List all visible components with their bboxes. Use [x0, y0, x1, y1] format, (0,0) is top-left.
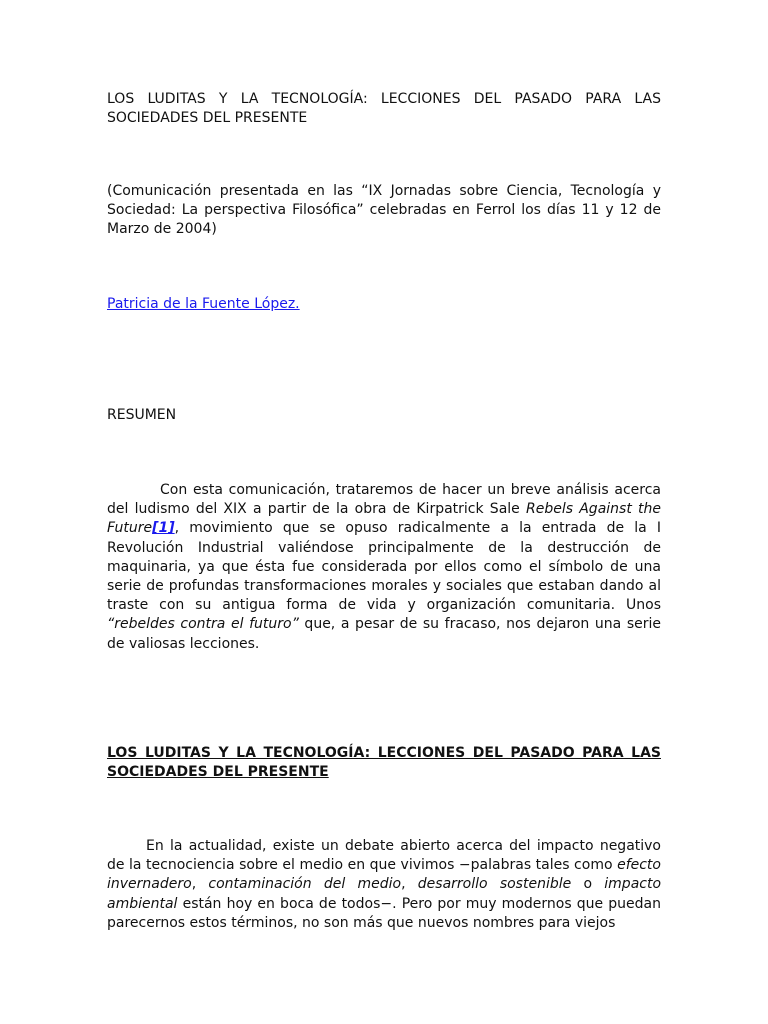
body-paragraph: En la actualidad, existe un debate abierto acerca del impacto negativo de la tecnociencia sobre el medio en que vivimos −palabras tales como efecto invernadero, contaminación del medio, desarrollo sostenible o impacto ambiental están hoy en boca de todos−. Pero por muy modernos que puedan parecernos estos términos, no son más que nuevos nombres para viejos [107, 838, 662, 931]
resumen-text-3: que, a pesar de su fracaso, nos dejaron una serie de valiosas lecciones. [107, 616, 661, 652]
resumen-text-1: Con esta comunicación, trataremos de hacer un breve análisis acerca del ludismo del XIX a partir de la obra de Kirpatrick Sale [107, 482, 661, 518]
resumen-heading: RESUMEN [107, 407, 177, 423]
author-paragraph [107, 295, 661, 314]
footnote-link[interactable]: [1] [152, 520, 175, 537]
document-title: LOS LUDITAS Y LA TECNOLOGÍA: LECCIONES DEL PASADO PARA LAS SOCIEDADES DEL PRESENTE [107, 91, 661, 127]
author-link[interactable]: Patricia de la Fuente López. [107, 296, 300, 312]
section-heading: LOS LUDITAS Y LA TECNOLOGÍA: LECCIONES DEL PASADO PARA LAS SOCIEDADES DEL PRESENTE [107, 745, 661, 781]
presentation-note: (Comunicación presentada en las “IX Jornadas sobre Ciencia, Tecnología y Sociedad: La perspectiva Filosófica” celebradas en Ferrol los días 11 y 12 de Marzo de 2004) [107, 183, 661, 238]
book-title: Rebels Against the Future [107, 501, 662, 537]
resumen-paragraph [107, 481, 661, 654]
resumen-text-2: , movimiento que se opuso radicalmente a la entrada de la I Revolución Industrial valiéndose principalmente de la destrucción de maquinaria, ya que ésta fue considerada por ellos como el símbolo de una serie de profundas transformaciones morales y sociales que estaban dando al traste con su antigua forma de vida y organización comunitaria. Unos [107, 520, 661, 614]
resumen-quote: “rebeldes contra el futuro” [107, 616, 299, 633]
